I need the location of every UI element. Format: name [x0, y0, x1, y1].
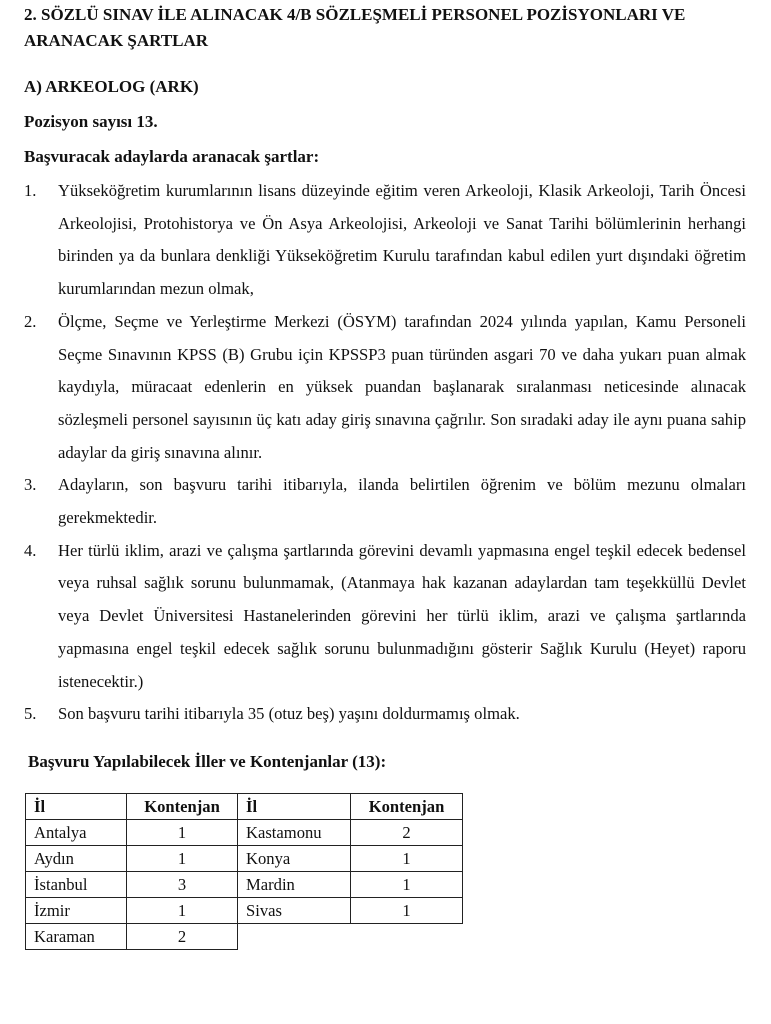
table-header-row	[26, 794, 463, 820]
quota-cell: 1	[351, 846, 463, 872]
quota-cell: 3	[127, 872, 238, 898]
province-cell: Konya	[238, 846, 351, 872]
province-cell: İzmir	[26, 898, 127, 924]
requirement-text: Ölçme, Seçme ve Yerleştirme Merkezi (ÖSYM) tarafından 2024 yılında yapılan, Kamu Personeli Seçme Sınavının KPSS (B) Grubu için KPSSP3 puan türünden asgari 70 ve daha yukarı puan almak kaydıyla, müracaat edenlerin en yüksek puandan başlanarak sıralanması neticesinde alınacak sözleşmeli personel sayısının üç katı aday giriş sınavına çağrılır. Son sıradaki aday ile aynı puana sahip adaylar da giriş sınavına alınır.	[58, 311, 746, 462]
quota-cell: 1	[351, 898, 463, 924]
province-cell: İstanbul	[26, 872, 127, 898]
table-row	[26, 872, 463, 898]
position-count: Pozisyon sayısı 13.	[24, 112, 158, 131]
province-cell: Karaman	[26, 924, 127, 950]
empty-cell	[238, 924, 351, 950]
requirement-number: 4.	[24, 540, 37, 560]
requirements-list	[24, 175, 746, 731]
requirement-number: 3.	[24, 475, 37, 495]
province-cell: Kastamonu	[238, 820, 351, 846]
header-quota-2: Kontenjan	[351, 794, 463, 820]
requirements-heading: Başvuracak adaylarda aranacak şartlar:	[24, 147, 320, 166]
quota-cell: 1	[351, 872, 463, 898]
table-row	[26, 820, 463, 846]
quota-cell: 1	[127, 820, 238, 846]
requirement-item	[24, 535, 746, 699]
requirement-text: Son başvuru tarihi itibarıyla 35 (otuz beş) yaşını doldurmamış olmak.	[58, 704, 520, 724]
province-cell: Antalya	[26, 820, 127, 846]
province-cell: Mardin	[238, 872, 351, 898]
empty-cell	[351, 924, 463, 950]
requirement-text: Yükseköğretim kurumlarının lisans düzeyinde eğitim veren Arkeoloji, Klasik Arkeoloji, Tarih Öncesi Arkeolojisi, Protohistorya ve Ön Asya Arkeolojisi, Arkeoloji ve Sanat Tarihi bölümlerinin herhangi birinden ya da bunlara denkliği Yükseköğretim Kurulu tarafından kabul edilen yurt dışındaki öğretim kurumlarından mezun olmak,	[58, 181, 746, 299]
quota-cell: 1	[127, 898, 238, 924]
requirement-number: 2.	[24, 311, 37, 331]
requirement-item	[24, 469, 746, 534]
requirement-item	[24, 175, 746, 306]
quota-table	[25, 793, 463, 950]
requirement-number: 1.	[24, 181, 37, 200]
requirement-item	[24, 306, 746, 470]
quota-cell: 1	[127, 846, 238, 872]
quota-cell: 2	[351, 820, 463, 846]
header-quota-1: Kontenjan	[127, 794, 238, 820]
provinces-heading: Başvuru Yapılabilecek İller ve Kontenjanlar (13):	[28, 752, 387, 771]
header-province-1: İl	[26, 794, 127, 820]
province-cell: Sivas	[238, 898, 351, 924]
header-province-2: İl	[238, 794, 351, 820]
requirement-text: Adayların, son başvuru tarihi itibarıyla, ilanda belirtilen öğrenim ve bölüm mezunu olmaları gerekmektedir.	[58, 475, 746, 528]
section-heading-arkeolog: A) ARKEOLOG (ARK)	[24, 77, 199, 96]
requirement-number: 5.	[24, 704, 37, 724]
quota-cell: 2	[127, 924, 238, 950]
requirement-text: Her türlü iklim, arazi ve çalışma şartlarında görevini devamlı yapmasına engel teşkil edecek bedensel veya ruhsal sağlık sorunu bulunmamak, (Atanmaya hak kazanan adaylardan tam teşekküllü Devlet veya Devlet Üniversitesi Hastanelerinden görevini her türlü iklim, arazi ve çalışma şartlarında yapmasına engel teşkil edecek sağlık sorunu bulunmadığını gösterir Sağlık Kurulu (Heyet) raporu istenecektir.)	[58, 540, 746, 691]
province-cell: Aydın	[26, 846, 127, 872]
document-title: 2. SÖZLÜ SINAV İLE ALINACAK 4/B SÖZLEŞMELİ PERSONEL POZİSYONLARI VE ARANACAK ŞARTLAR	[24, 5, 686, 50]
table-row	[26, 924, 463, 950]
table-row	[26, 898, 463, 924]
table-row	[26, 846, 463, 872]
requirement-item	[24, 698, 746, 731]
